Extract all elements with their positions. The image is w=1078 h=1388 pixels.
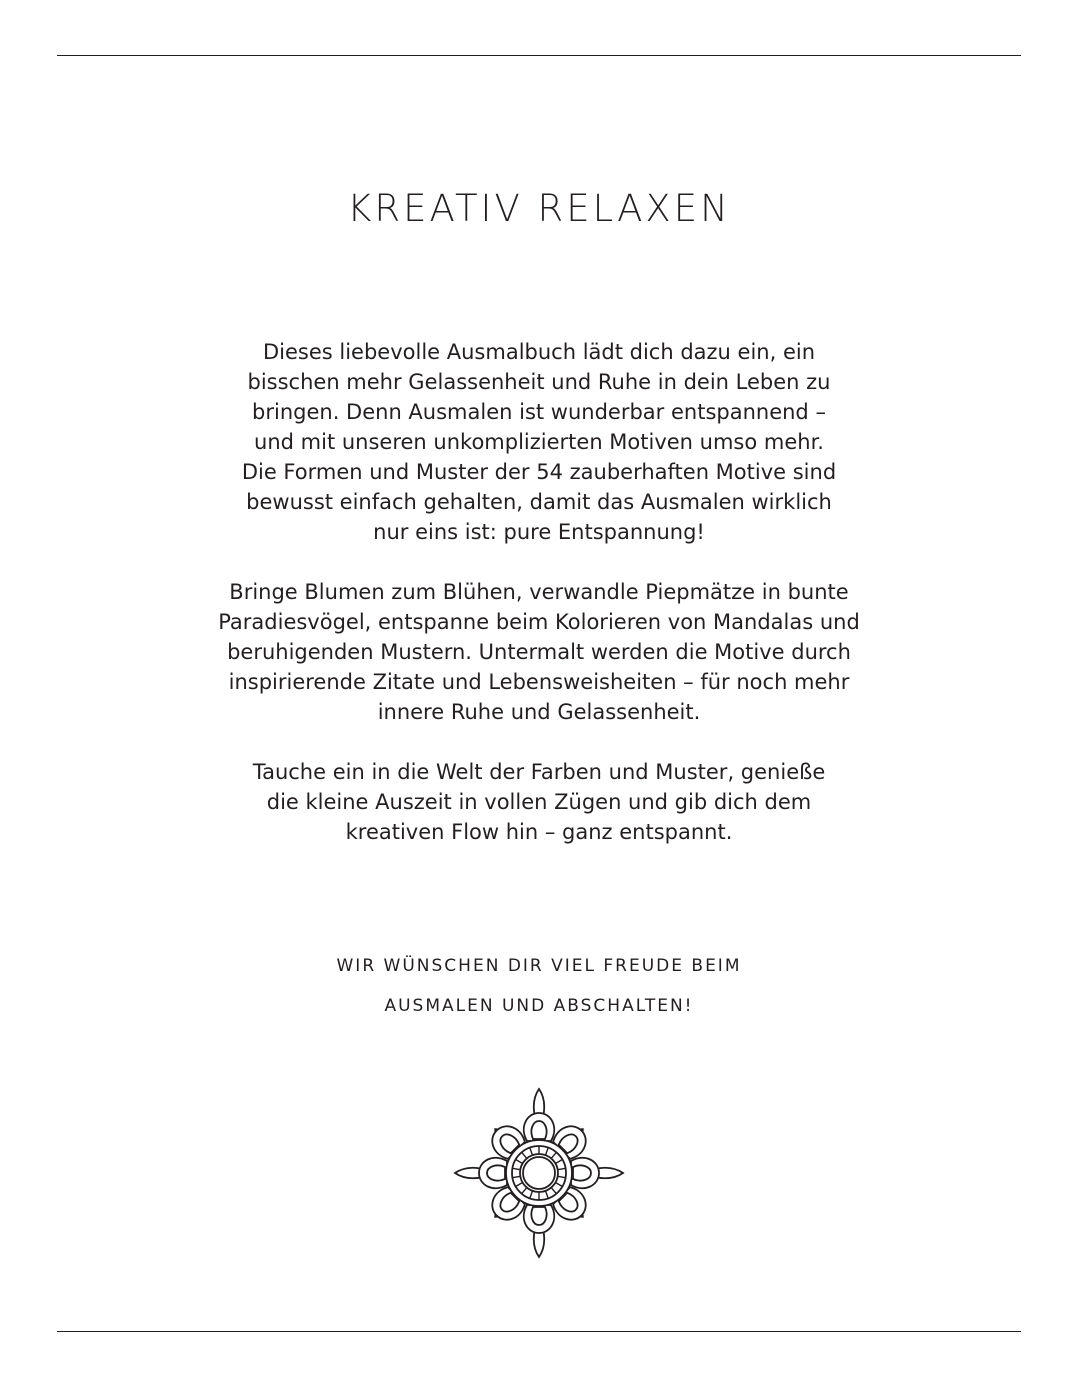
page-title: KREATIV RELAXEN: [347, 187, 731, 230]
paragraph-line: bewusst einfach gehalten, damit das Ausmalen wirklich: [246, 490, 832, 514]
paragraph-line: Die Formen und Muster der 54 zauberhaften Motive sind: [241, 460, 837, 484]
bottom-rule: [57, 1331, 1021, 1332]
paragraph-line: und mit unseren unkomplizierten Motiven umso mehr.: [254, 430, 824, 454]
mandala-flower-icon: [452, 1086, 626, 1260]
closing-line: AUSMALEN UND ABSCHALTEN!: [384, 996, 694, 1016]
paragraph-line: innere Ruhe und Gelassenheit.: [377, 700, 701, 724]
paragraph-line: Tauche ein in die Welt der Farben und Muster, genieße: [252, 760, 826, 784]
paragraph-line: bisschen mehr Gelassenheit und Ruhe in dein Leben zu: [247, 370, 831, 394]
closing-wish: [0, 946, 1078, 1026]
paragraph-line: inspirierende Zitate und Lebensweisheiten – für noch mehr: [228, 670, 850, 694]
paragraph-line: nur eins ist: pure Entspannung!: [373, 520, 705, 544]
paragraph-line: beruhigenden Mustern. Untermalt werden die Motive durch: [227, 640, 851, 664]
closing-line: WIR WÜNSCHEN DIR VIEL FREUDE BEIM: [336, 956, 742, 976]
paragraph-line: bringen. Denn Ausmalen ist wunderbar entspannend –: [252, 400, 826, 424]
top-rule: [57, 55, 1021, 56]
center-rings: [506, 1140, 572, 1206]
intro-paragraph: [0, 337, 1078, 547]
paragraph-line: Dieses liebevolle Ausmalbuch lädt dich dazu ein, ein: [262, 340, 816, 364]
paragraph-line: Bringe Blumen zum Blühen, verwandle Piepmätze in bunte: [229, 580, 849, 604]
invitation-paragraph: [0, 757, 1078, 847]
paragraph-line: Paradiesvögel, entspanne beim Kolorieren von Mandalas und: [218, 610, 860, 634]
paragraph-line: kreativen Flow hin – ganz entspannt.: [345, 820, 733, 844]
paragraph-line: die kleine Auszeit in vollen Zügen und gib dich dem: [266, 790, 812, 814]
motifs-paragraph: [0, 577, 1078, 727]
